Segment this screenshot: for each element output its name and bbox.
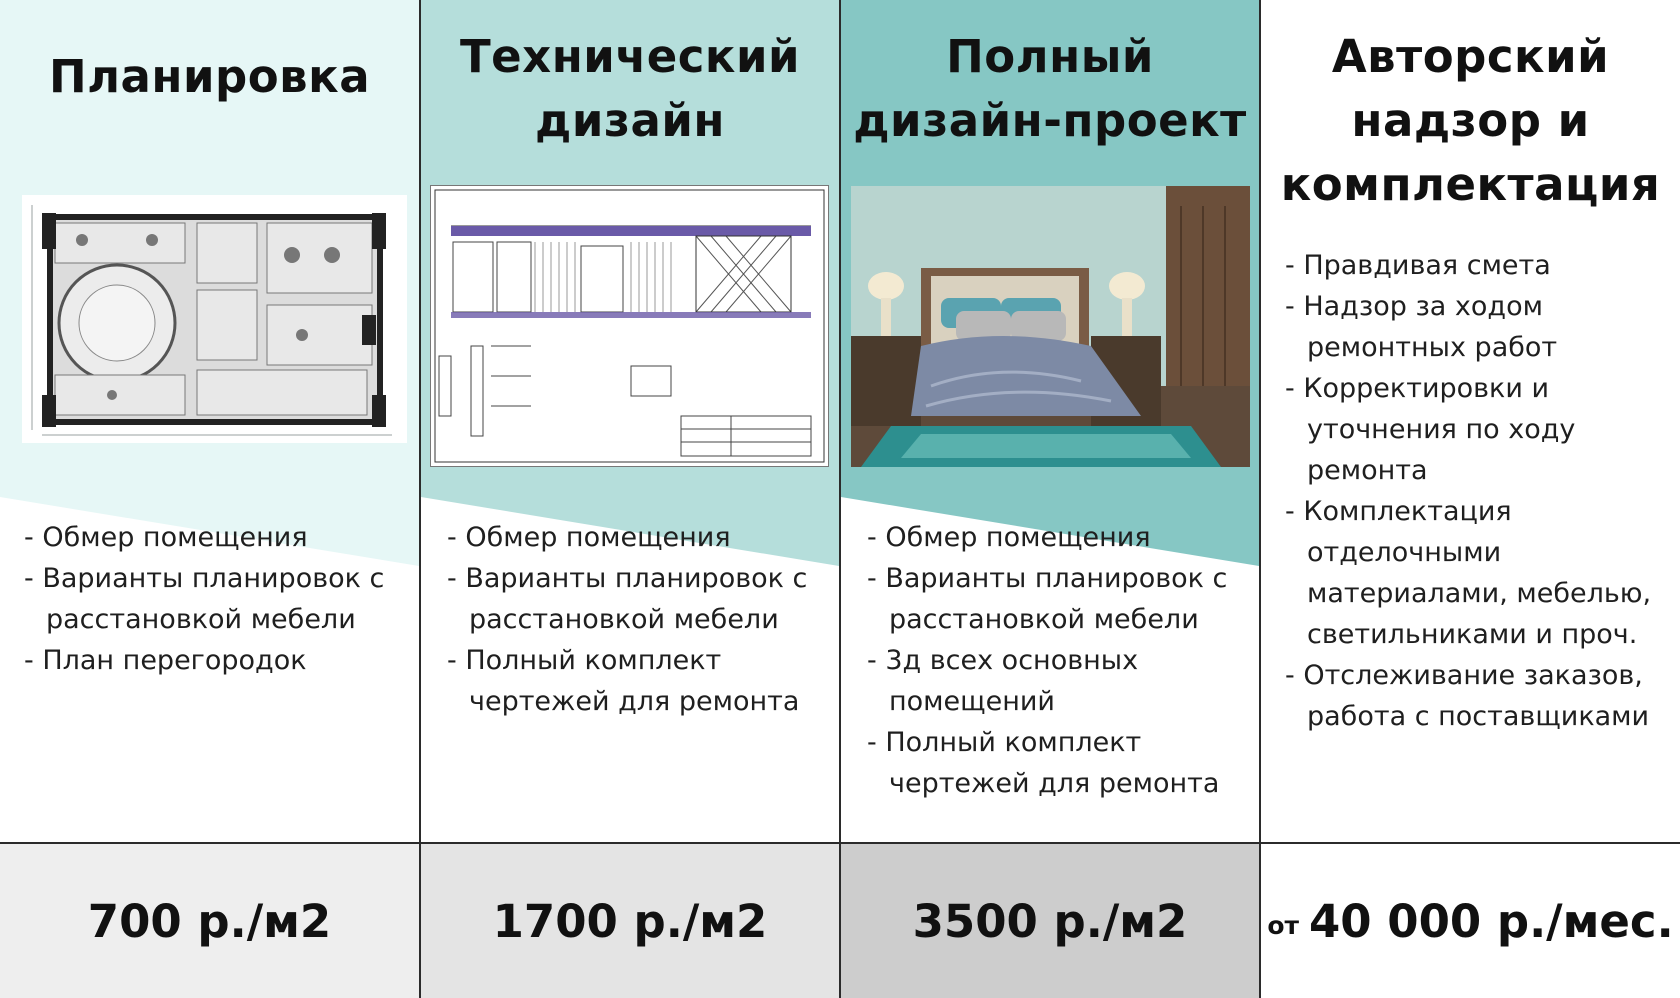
feature-item: - Обмер помещения [867,522,1151,553]
technical-drawing-image [430,185,829,467]
column-planning [0,0,421,842]
column-technical-design [421,0,841,842]
feature-item: - Полный комплект чертежей для ремонта [447,645,800,717]
column-title: Авторский надзор и комплектация [1280,30,1661,211]
price-author-supervision [1261,844,1680,998]
feature-item: - Отслеживание заказов, работа с поставщиками [1285,660,1650,732]
price-value: 3500 р./м2 [912,894,1188,948]
feature-item: - Обмер помещения [447,522,731,553]
feature-item: - Обмер помещения [24,522,308,553]
feature-item: - Полный комплект чертежей для ремонта [867,727,1220,799]
price-technical-design [421,844,841,998]
feature-item: - Варианты планировок с расстановкой мебели [24,563,385,635]
feature-item: - План перегородок [24,645,307,676]
feature-list [1283,245,1678,737]
price-value: 40 000 р./мес. [1308,894,1674,948]
column-author-supervision [1261,0,1680,842]
feature-item: - Варианты планировок с расстановкой мебели [867,563,1228,635]
price-planning [0,844,421,998]
floor-plan-image [22,195,407,443]
column-title: Планировка [48,50,371,103]
feature-item: - Корректировки и уточнения по ходу ремонта [1285,373,1576,486]
feature-list [445,517,835,722]
price-full-design [841,844,1261,998]
feature-list [22,517,417,681]
column-title: Полный дизайн-проект [853,30,1247,147]
feature-item: - Правдивая смета [1285,250,1551,281]
feature-item: - Варианты планировок с расстановкой мебели [447,563,808,635]
price-value: 1700 р./м2 [492,894,768,948]
feature-item: - Надзор за ходом ремонтных работ [1285,291,1558,363]
price-value: 700 р./м2 [87,894,332,948]
feature-list [865,517,1255,804]
feature-item: - Комплектация отделочными материалами, мебелью, светильниками и проч. [1285,496,1652,650]
price-prefix: от [1267,910,1299,940]
bedroom-render-image [851,186,1250,467]
column-full-design [841,0,1261,842]
column-title: Технический дизайн [459,30,801,147]
feature-item: - 3д всех основных помещений [867,645,1139,717]
